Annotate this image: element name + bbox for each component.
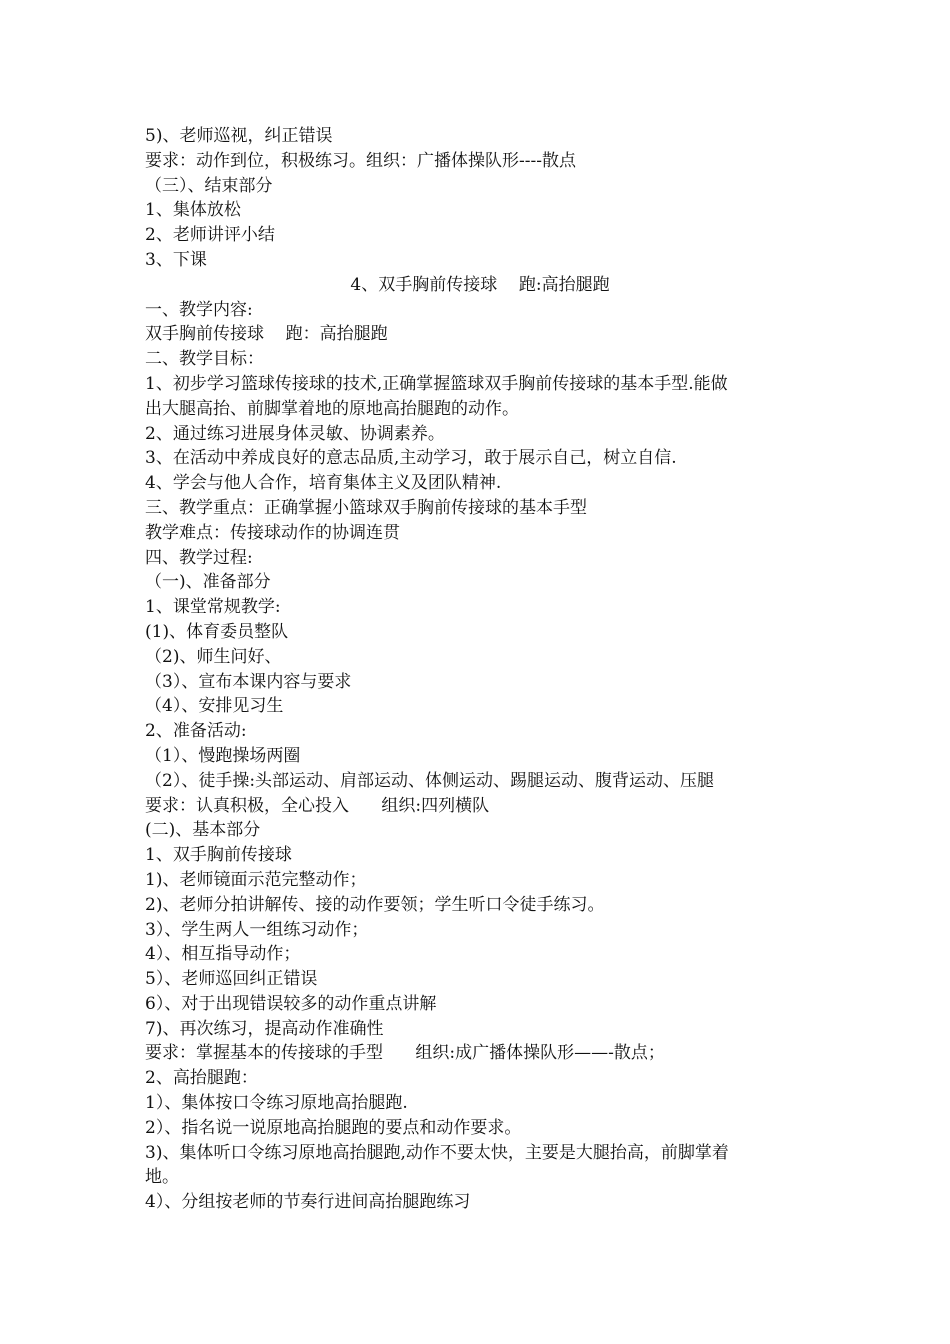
section-heading: 4、双手胸前传接球 跑:高抬腿跑 (350, 274, 610, 295)
text-line: 5）、老师巡回纠正错误 (145, 969, 318, 990)
text-line: 三、教学重点：正确掌握小篮球双手胸前传接球的基本手型 (145, 497, 587, 518)
text-line: 1)、老师镜面示范完整动作； (145, 869, 367, 890)
text-line: 3）、学生两人一组练习动作； (145, 919, 369, 940)
text-line: （3）、宣布本课内容与要求 (145, 671, 352, 692)
text-line: 1、初步学习篮球传接球的技术,正确掌握篮球双手胸前传接球的基本手型.能做 (145, 373, 728, 394)
text-line: 1、集体放松 (145, 200, 241, 221)
text-line: 1）、集体按口令练习原地高抬腿跑. (145, 1093, 408, 1114)
text-line: 2、高抬腿跑： (145, 1068, 258, 1089)
text-line: 出大腿高抬、前脚掌着地的原地高抬腿跑的动作。 (145, 398, 519, 419)
text-line: （2)、师生问好、 (145, 646, 282, 667)
text-line: 3)、集体听口令练习原地高抬腿跑,动作不要太快，主要是大腿抬高，前脚掌着 (145, 1142, 729, 1163)
text-line: 2、通过练习进展身体灵敏、协调素养。 (145, 423, 445, 444)
text-line: （2）、徒手操:头部运动、肩部运动、体侧运动、踢腿运动、腹背运动、压腿 (145, 770, 715, 791)
text-line: （1）、慢跑操场两圈 (145, 745, 301, 766)
text-line: 4）、分组按老师的节奏行进间高抬腿跑练习 (145, 1192, 471, 1213)
text-line: 教学难点：传接球动作的协调连贯 (145, 522, 400, 543)
text-line: 一、教学内容: (145, 299, 253, 320)
text-line: 2)、老师分拍讲解传、接的动作要领；学生听口令徒手练习。 (145, 894, 605, 915)
text-line: 6）、对于出现错误较多的动作重点讲解 (145, 993, 437, 1014)
text-line: 2、老师讲评小结 (145, 225, 275, 246)
text-line: 4）、相互指导动作； (145, 944, 301, 965)
text-line: 4、学会与他人合作，培育集体主义及团队精神. (145, 473, 502, 494)
text-line: （三）、结束部分 (145, 175, 273, 196)
text-line: 1、课堂常规教学: (145, 597, 281, 618)
text-line: 5)、老师巡视，纠正错误 (145, 126, 333, 146)
text-line: 2、准备活动: (145, 721, 247, 742)
text-line: 3、在活动中养成良好的意志品质,主动学习，敢于展示自己，树立自信. (145, 448, 677, 469)
text-line: 2）、指名说一说原地高抬腿跑的要点和动作要求。 (145, 1117, 522, 1138)
text-line: (1)、体育委员整队 (145, 621, 289, 642)
text-line: （4）、安排见习生 (145, 696, 284, 717)
text-line: 要求：认真积极，全心投入 组织:四列横队 (145, 795, 490, 816)
text-line: 7)、再次练习，提高动作准确性 (145, 1018, 384, 1039)
document-page (145, 124, 815, 1215)
document-body (145, 124, 815, 1215)
text-line: 双手胸前传接球 跑：高抬腿跑 (145, 324, 388, 345)
text-line: 二、教学目标： (145, 349, 264, 370)
text-line: 四、教学过程: (145, 547, 253, 568)
text-line: (二)、基本部分 (145, 820, 261, 841)
text-line: 地。 (145, 1167, 179, 1188)
text-line: 3、下课 (145, 249, 207, 270)
text-line: 1、双手胸前传接球 (145, 845, 292, 866)
text-line: 要求：掌握基本的传接球的手型 组织:成广播体操队形——-散点； (145, 1043, 665, 1064)
text-line: 要求：动作到位，积极练习。组织：广播体操队形----散点 (145, 150, 576, 171)
text-line: （一)、准备部分 (145, 572, 271, 593)
